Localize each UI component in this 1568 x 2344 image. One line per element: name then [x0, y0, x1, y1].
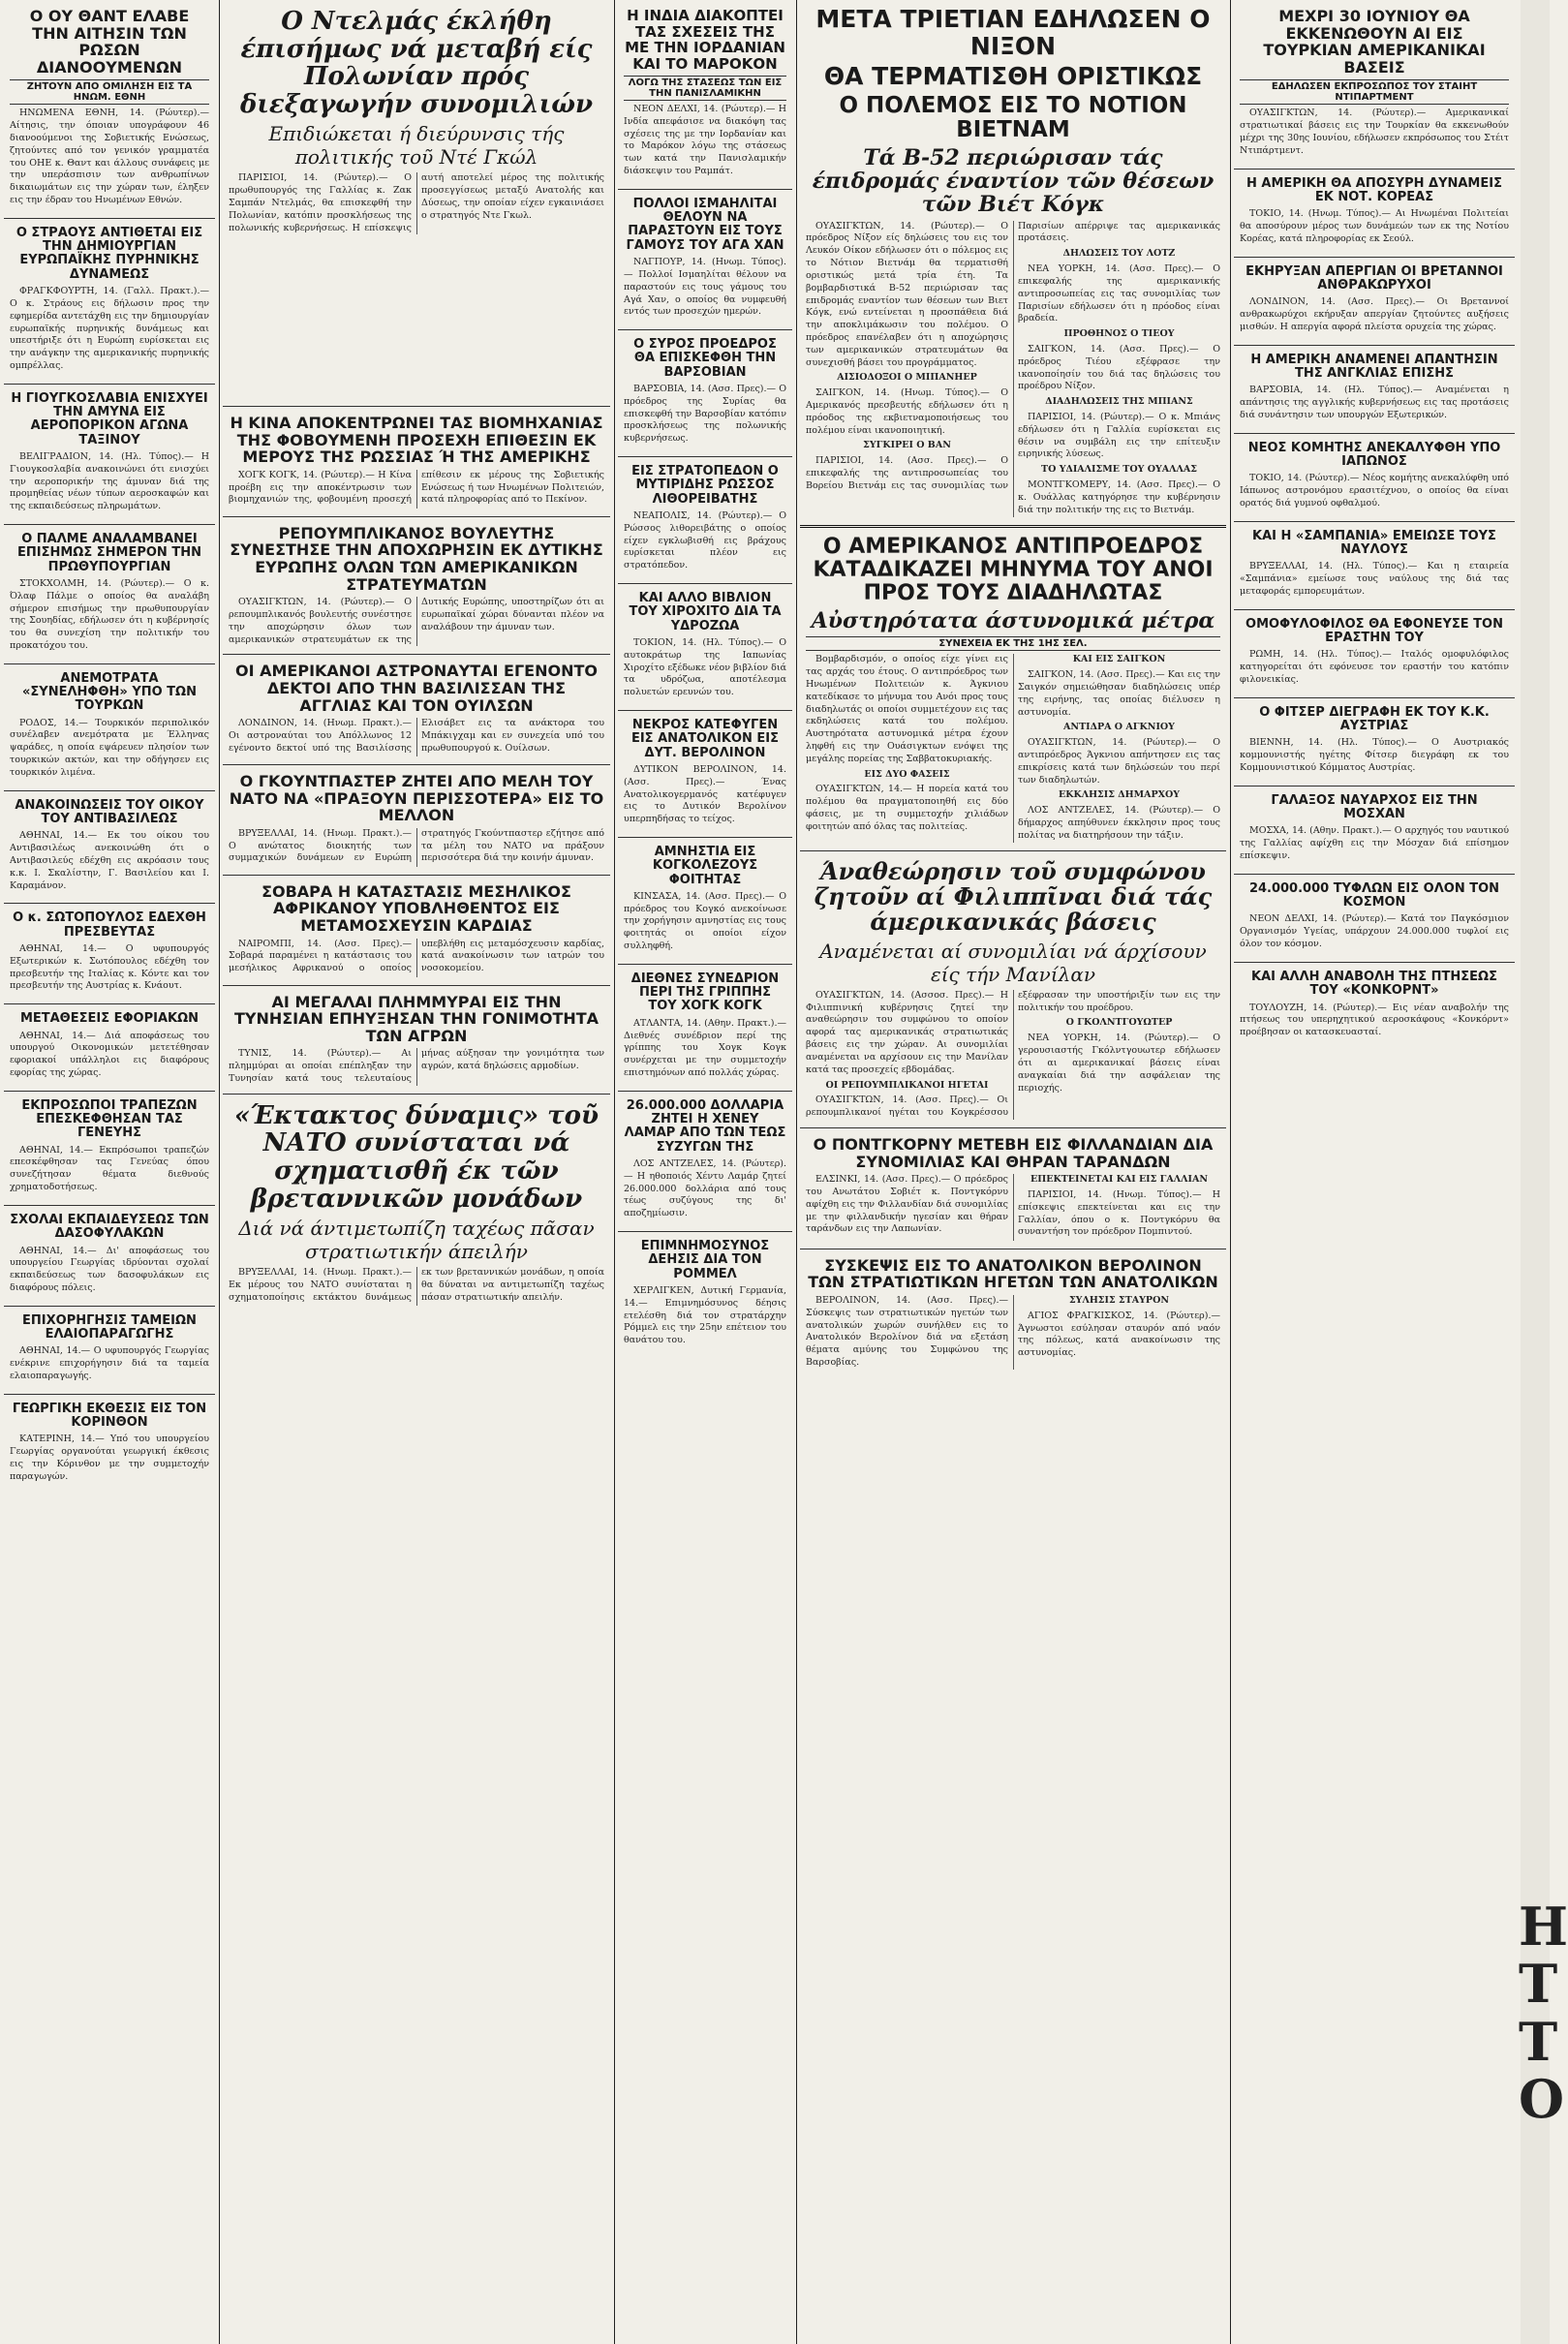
headline: Ο ΣΥΡΟΣ ΠΡΟΕΔΡΟΣ ΘΑ ΕΠΙΣΚΕΦΘΗ ΤΗΝ ΒΑΡΣΟΒΙΑΝ	[633, 337, 777, 380]
column-6	[1234, 0, 1515, 2344]
article	[223, 1095, 610, 1313]
main-news-area	[800, 0, 1226, 2344]
lead-body: ΟΥΑΣΙΓΚΤΩΝ, 14. (Ρώυτερ).— Ο πρόεδρος Νίξον είς δηλώσεις του εις τον Λευκόν Οίκον εδήλωσεν ότι ο πόλεμος εις το Νότιον Βιετνάμ θα τερματισθή οριστικώς μετά τρία έτη. Τα βομβαρδιστικά Β-52 περιώρισαν τας επιδρομάς εναντίον των θέσεων των Βιετ Κόγκ, ενώ εντείνεται η προσπάθεια διά την αποκλιμάκωσιν του πολέμου. Ο πρόεδρος επανέλαβεν ότι η αποχώρησις των αμερικανικών στρατευμάτων θα συνεχισθή βάσει του προγράμματος. ΑΙΣΙΟΔΟΞΟΙ Ο ΜΙΠΑΝΗΕΡ ΣΑΙΓΚΟΝ, 14. (Ηνωμ. Τύπος).— Ο Αμερικανός πρεσβευτής εδήλωσεν ότι η πρόοδος της εκβιετναμοποιήσεως του πολέμου είναι ικανοποιητική. ΣΥΓΚΙΡΕΙ Ο ΒΑΝ ΠΑΡΙΣΙΟΙ, 14. (Ασσ. Πρες).— Ο επικεφαλής της αντιπροσωπείας του Βορείου Βιετνάμ εις τας συνομιλίας των Παρισίων απέρριψε τας αμερικανικάς προτάσεις. ΔΗΛΩΣΕΙΣ ΤΟΥ ΛΟΤΖ ΝΕΑ ΥΟΡΚΗ, 14. (Ασσ. Πρες).— Ο επικεφαλής της αμερικανικής αντιπροσωπείας εις τας συνομιλίας των Παρισίων εδήλωσεν ότι η πρόοδος είναι βραδεία. ΠΡΟΘΗΝΟΣ Ο ΤΙΕΟΥ ΣΑΙΓΚΟΝ, 14. (Ασσ. Πρες).— Ο πρόεδρος Τιέου εξέφρασε την ικανοποίησίν του διά τας δηλώσεις του προέδρου Νίξον. ΔΙΑΔΗΛΩΣΕΙΣ ΤΗΣ ΜΠΙΑΝΣ ΠΑΡΙΣΙΟΙ, 14. (Ρώυτερ).— Ο κ. Μπιάνς εδήλωσεν ότι η Γαλλία ευρίσκεται εις θέσιν να συμβάλη εις την επίτευξιν ειρηνικής λύσεως. ΤΟ ΥΔΙΑΛΙΣΜΕ ΤΟΥ ΟΥΑΛΛΑΣ ΜΟΝΤΓΚΟΜΕΡΥ, 14. (Ασσ. Πρες).— Ο κ. Ουάλλας κατηγόρησε την κυβέρνησιν διά την πολιτικήν της εις το Βιετνάμ.	[806, 220, 1220, 515]
article-body: ΟΥΑΣΙΓΚΤΩΝ, 14. (Ασσοσ. Πρες).— Η Φιλιππινική κυβέρνησις ζητεί την αναθεώρησιν του συμφώνου το οποίον αφορά τας αμερικανικάς στρατιωτικάς βάσεις εις την χώραν. Αι συνομιλίαι αναμένεται να αρχίσουν εις την Μανίλαν κατά τας προσεχείς εβδομάδας. ΟΙ ΡΕΠΟΥΜΠΛΙΚΑΝΟΙ ΗΓΕΤΑΙ ΟΥΑΣΙΓΚΤΩΝ, 14. (Ασσ. Πρες).— Οι ρεπουμπλικανοί ηγέται του Κογκρέσσου εξέφρασαν την υποστήριξίν των εις την πολιτικήν του προέδρου. Ο ΓΚΟΛΝΤΓΟΥΩΤΕΡ ΝΕΑ ΥΟΡΚΗ, 14. (Ρώυτερ).— Ο γερουσιαστής Γκόλντγουωτερ εδήλωσεν ότι αι αμερικανικαί βάσεις είναι αναγκαίαι διά την ασφάλειαν της περιοχής.	[806, 989, 1220, 1119]
headline: Η ΙΝΔΙΑ ΔΙΑΚΟΠΤΕΙ ΤΑΣ ΣΧΕΣΕΙΣ ΤΗΣ ΜΕ ΤΗΝ ΙΟΡΔΑΝΙΑΝ ΚΑΙ ΤΟ ΜΑΡΟΚΟΝ	[625, 7, 785, 73]
article-body: Βομβαρδισμόν, ο οποίος είχε γίνει εις τας αρχάς του έτους. Ο αντιπρόεδρος των Ηνωμένων Πολιτειών κ. Άγκνιου κατεδίκασε το μήνυμα του Ανόι προς τους διαδηλωτάς οι οποίοι συμμετέχουν εις τας εκδηλώσεις κατά του πολέμου. Αυστηρότατα αστυνομικά μέτρα έχουν ληφθή εις την Ουάσιγκτων ενόψει της μεγάλης πορείας της Σαββατοκυριακής. ΕΙΣ ΔΥΟ ΦΑΣΕΙΣ ΟΥΑΣΙΓΚΤΩΝ, 14.— Η πορεία κατά του πολέμου θα πραγματοποιηθή εις δύο φάσεις, με τη συμμετοχήν χιλιάδων φοιτητών από όλας τας πολιτείας. ΚΑΙ ΕΙΣ ΣΑΙΓΚΟΝ ΣΑΙΓΚΟΝ, 14. (Ασσ. Πρες).— Και εις την Σαιγκόν σημειώθησαν διαδηλώσεις υπέρ της ειρήνης, τας οποίας διέλυσεν η αστυνομία. ΑΝΤΙΔΡΑ Ο ΑΓΚΝΙΟΥ ΟΥΑΣΙΓΚΤΩΝ, 14. (Ρώυτερ).— Ο αντιπρόεδρος Άγκνιου απήντησεν εις τας επικρίσεις κατά των δηλώσεών του περί των διαδηλωτών. ΕΚΚΛΗΣΙΣ ΔΗΜΑΡΧΟΥ ΛΟΣ ΑΝΤΖΕΛΕΣ, 14. (Ρώυτερ).— Ο δήμαρχος απηύθυνεν έκκλησιν προς τους πολίτας να διατηρήσουν την τάξιν.	[806, 654, 1220, 841]
article-body: ΔΥΤΙΚΟΝ ΒΕΡΟΛΙΝΟΝ, 14. (Ασσ. Πρες).— Ένας Ανατολικογερμανός κατέφυγεν εις το Δυτικόν Βερολίνον υπερπηδήσας το τείχος.	[624, 763, 786, 825]
article	[4, 1307, 215, 1395]
article-body: ΟΥΑΣΙΓΚΤΩΝ, 14. (Ρώυτερ).— Ο ρεπουμπλικανός βουλευτής συνέστησε την αποχώρησιν όλων των αμερικανικών στρατευμάτων εκ της Δυτικής Ευρώπης, υποστηρίζων ότι αι ευρωπαϊκαί χώραι δύνανται πλέον να αναλάβουν την άμυναν των.	[229, 597, 604, 645]
article-body: ΑΘΗΝΑΙ, 14.— Εκπρόσωποι τραπεζών επεσκέφθησαν τας Γενεύας όπου συνεζήτησαν θέματα διεθνούς χρηματοδοτήσεως.	[10, 1144, 209, 1193]
column-rule	[796, 0, 797, 2344]
article	[1234, 0, 1515, 170]
article-body: ΟΥΑΣΙΓΚΤΩΝ, 14. (Ρώυτερ).— Αμερικανικαί στρατιωτικαί βάσεις εις την Τουρκίαν θα εκκενωθούν μέχρι της 30ης Ιουνίου, εδήλωσεν εκπρόσωπος του Στέιτ Ντιπάρτμεντ.	[1240, 108, 1509, 156]
article-body: ΤΟΥΛΟΥΖΗ, 14. (Ρώυτερ).— Εις νέαν αναβολήν της πτήσεως του υπερηχητικού αεροσκάφους «Κονκόρντ» προέβησαν οι κατασκευασταί.	[1240, 1002, 1509, 1038]
headline: Ο ΣΤΡΑΟΥΣ ΑΝΤΙΘΕΤΑΙ ΕΙΣ ΤΗΝ ΔΗΜΙΟΥΡΓΙΑΝ ΕΥΡΩΠΑΪΚΗΣ ΠΥΡΗΝΙΚΗΣ ΔΥΝΑΜΕΩΣ	[15, 225, 203, 282]
article	[1234, 170, 1515, 258]
headline: Ο ΟΥ ΘΑΝΤ ΕΛΑΒΕ ΤΗΝ ΑΙΤΗΣΙΝ ΤΩΝ ΡΩΣΩΝ ΔΙΑΝΟΟΥΜΕΝΩΝ	[29, 7, 190, 77]
article-body: ΛΟΝΔΙΝΟΝ, 14. (Ηνωμ. Πρακτ.).— Οι αστροναύται του Απόλλωνος 12 εγένοντο δεκτοί υπό της Βασιλίσσης Ελισάβετ εις τα ανάκτορα του Μπάκιγχαμ και εν συνεχεία υπό του πρωθυπουργού κ. Ουίλσων.	[229, 718, 604, 754]
article-body: ΒΡΥΞΕΛΛΑΙ, 14. (Ηλ. Τύπος).— Και η εταιρεία «Σαμπάνια» εμείωσε τους ναύλους της διά τας μεταφοράς εμπορευμάτων.	[1240, 561, 1509, 597]
article	[4, 385, 215, 525]
article	[800, 1128, 1226, 1249]
article-body: ΡΩΜΗ, 14. (Ηλ. Τύπος).— Ιταλός ομοφυλόφιλος κατηγορείται ότι εφόνευσε τον εραστήν του κατόπιν φιλονεικίας.	[1240, 649, 1509, 685]
kicker: ΛΟΓΩ ΤΗΣ ΣΤΑΣΕΩΣ ΤΩΝ ΕΙΣ ΤΗΝ ΠΑΝΙΣΛΑΜΙΚΗΝ	[624, 76, 786, 101]
headline: ΓΕΩΡΓΙΚΗ ΕΚΘΕΣΙΣ ΕΙΣ ΤΟΝ ΚΟΡΙΝΘΟΝ	[12, 1401, 207, 1431]
article-body: ΒΑΡΣΟΒΙΑ, 14. (Ηλ. Τύπος).— Αναμένεται η απάντησις της αγγλικής κυβερνήσεως εις τας προτάσεις διά συνάντησιν των υπουργών Εξωτερικών.	[1240, 385, 1509, 420]
headline: ΝΕΚΡΟΣ ΚΑΤΕΦΥΓΕΝ ΕΙΣ ΑΝΑΤΟΛΙΚΟΝ ΕΙΣ ΔΥΤ. ΒΕΡΟΛΙΝΟΝ	[630, 717, 780, 760]
article-body: ΣΤΟΚΧΟΛΜΗ, 14. (Ρώυτερ).— Ο κ. Όλαφ Πάλμε ο οποίος θα αναλάβη σήμερον επισήμως την πρωθυπουργίαν της Σουηδίας, εδήλωσεν ότι η κυβέρνησίς του θα συνεχίση την πολιτικήν του προκατόχου του.	[10, 577, 209, 651]
column-rule	[1230, 0, 1231, 2344]
subheadline: Διά νά άντιμετωπίζη ταχέως πᾶσαν στρατιωτικήν άπειλήν	[238, 1217, 595, 1264]
headline: Η ΚΙΝΑ ΑΠΟΚΕΝΤΡΩΝΕΙ ΤΑΣ ΒΙΟΜΗΧΑΝΙΑΣ ΤΗΣ ΦΟΒΟΥΜΕΝΗ ΠΡΟΣΕΧΗ ΕΠΙΘΕΣΙΝ ΕΚ ΜΕΡΟΥΣ ΤΗΣ ΡΩΣΣΙΑΣ Ή ΤΗΣ ΑΜΕΡΙΚΗΣ	[230, 414, 603, 467]
article	[4, 1092, 215, 1206]
article	[223, 876, 610, 986]
article-body: ΒΙΕΝΝΗ, 14. (Ηλ. Τύπος).— Ο Αυστριακός κομμουνιστής ηγέτης Φίτσερ διεγράφη εκ του Κομμουνιστικού Κόμματος Αυστρίας.	[1240, 737, 1509, 774]
article	[618, 584, 792, 711]
article-body: ΡΟΔΟΣ, 14.— Τουρκικόν περιπολικόν συνέλαβεν ανεμότρατα με Έλληνας ψαράδες, η οποία εψάρευεν πλησίον των τουρκικών ακτών, και την οδήγησεν εις τουρκικόν λιμένα.	[10, 717, 209, 778]
headline: ΕΚΗΡΥΞΑΝ ΑΠΕΡΓΙΑΝ ΟΙ ΒΡΕΤΑΝΝΟΙ ΑΝΘΡΑΚΩΡΥΧΟΙ	[1245, 263, 1503, 293]
headline: ΣΧΟΛΑΙ ΕΚΠΑΙΔΕΥΣΕΩΣ ΤΩΝ ΔΑΣΟΦΥΛΑΚΩΝ	[10, 1212, 209, 1242]
article	[618, 1092, 792, 1232]
article	[1234, 346, 1515, 434]
headline: ΟΜΟΦΥΛΟΦΙΛΟΣ ΘΑ ΕΦΟΝΕΥΣΕ ΤΟΝ ΕΡΑΣΤΗΝ ΤΟΥ	[1245, 616, 1503, 646]
headline: ΕΙΣ ΣΤΡΑΤΟΠΕΔΟΝ Ο ΜΥΤΙΡΙΔΗΣ ΡΩΣΣΟΣ ΛΙΘΟΡΕΙΒΑΤΗΣ	[631, 464, 779, 507]
article-body: ΤΥΝΙΣ, 14. (Ρώυτερ).— Αι πλημμύραι αι οποίαι επέπληξαν την Τυνησίαν κατά τους τελευταίους μήνας αύξησαν την γονιμότητα των αγρών, κατά δηλώσεις αρμοδίων.	[229, 1048, 604, 1084]
article	[4, 1206, 215, 1307]
article-body: ΕΛΣΙΝΚΙ, 14. (Ασσ. Πρες).— Ο πρόεδρος του Ανωτάτου Σοβιέτ κ. Ποντγκόρνυ αφίχθη εις την Φιλλανδίαν διά συνομιλίας με την φιλλανδικήν ηγεσίαν και θήραν ταράνδων εις την Λαπωνίαν. ΕΠΕΚΤΕΙΝΕΤΑΙ ΚΑΙ ΕΙΣ ΓΑΛΛΙΑΝ ΠΑΡΙΣΙΟΙ, 14. (Ηνωμ. Τύπος).— Η επίσκεψις επεκτείνεται και εις την Γαλλίαν, όπου ο κ. Ποντγκόρνυ θα συναντήση τον πρόεδρον Πομπιντού.	[806, 1174, 1220, 1238]
article	[223, 407, 610, 517]
kicker: ΣΥΝΕΧΕΙΑ ΕΚ ΤΗΣ 1ΗΣ ΣΕΛ.	[806, 636, 1220, 651]
article-body: ΤΟΚΙΟ, 14. (Ηνωμ. Τύπος).— Αι Ηνωμέναι Πολιτείαι θα αποσύρουν μέρος των δυνάμεών των εκ της Νοτίου Κορέας, κατά πληροφορίας εκ Σεούλ.	[1240, 208, 1509, 244]
headline: ΚΑΙ Η «ΣΑΜΠΑΝΙΑ» ΕΜΕΙΩΣΕ ΤΟΥΣ ΝΑΥΛΟΥΣ	[1252, 528, 1496, 558]
column-2	[223, 0, 610, 2344]
article-body: ΠΑΡΙΣΙΟΙ, 14. (Ρώυτερ).— Ο πρωθυπουργός της Γαλλίας κ. Ζακ Σαμπάν Ντελμάς, θα επισκεφθή την Πολωνίαν, κατόπιν προσκλήσεως της πολωνικής κυβερνήσεως. Η επίσκεψις αυτή αποτελεί μέρος της πολιτικής προσεγγίσεως μεταξύ Ανατολής και Δύσεως, την οποίαν είχεν εγκαινιάσει ο στρατηγός Ντε Γκωλ.	[229, 172, 604, 233]
article-body: ΗΝΩΜΕΝΑ ΕΘΝΗ, 14. (Ρώυτερ).— Αίτησις, την όποιαν υπογράφουν 46 διανοούμενοι της Σοβιετικής Ενώσεως, ζητούντες από τον γενικόν γραμματέα του ΟΗΕ κ. Θαντ και άλλους συνάφεις με την υπεράσπισιν των ανθρωπίνων δικαιωμάτων εις την χώραν των, έληξεν εις την έδραν του Ηνωμένων Εθνών.	[10, 108, 209, 206]
headline: Η ΓΙΟΥΓΚΟΣΛΑΒΙΑ ΕΝΙΣΧΥΕΙ ΤΗΝ ΑΜΥΝΑ ΕΙΣ ΑΕΡΟΠΟΡΙΚΟΝ ΑΓΩΝΑ ΤΑΞΙΝΟΥ	[11, 390, 208, 447]
article	[618, 838, 792, 965]
headline: Ο Ντελμάς έκλήθη έπισήμως νά μεταβή είς Πολωνίαν πρός διεξαγωγήν συνομιλιών	[239, 7, 594, 119]
article-body: ΚΑΤΕΡΙΝΗ, 14.— Υπό του υπουργείου Γεωργίας οργανούται γεωργική έκθεσις εις την Κόρινθον με την συμμετοχήν παραγωγών.	[10, 1434, 209, 1482]
headline: «Έκτακτος δύναμις» τοῦ ΝΑΤΟ συνίσταται νά σχηματισθῆ έκ τῶν βρεταννικῶν μονάδων	[233, 1100, 600, 1214]
headline: Ο ΠΑΛΜΕ ΑΝΑΛΑΜΒΑΝΕΙ ΕΠΙΣΗΜΩΣ ΣΗΜΕΡΟΝ ΤΗΝ ΠΡΩΘΥΠΟΥΡΓΙΑΝ	[17, 532, 201, 574]
article	[618, 330, 792, 457]
article	[800, 528, 1226, 851]
headline: ΟΙ ΑΜΕΡΙΚΑΝΟΙ ΑΣΤΡΟΝΑΥΤΑΙ ΕΓΕΝΟΝΤΟ ΔΕΚΤΟΙ ΑΠΟ ΤΗΝ ΒΑΣΙΛΙΣΣΑΝ ΤΗΣ ΑΓΓΛΙΑΣ ΚΑΙ ΤΟΝ ΟΥΙΛΣΩΝ	[234, 662, 599, 715]
article-body: ΑΘΗΝΑΙ, 14.— Δι' αποφάσεως του υπουργείου Γεωργίας ιδρύονται σχολαί εκπαιδεύσεως των δασοφυλάκων εις διαφόρους πόλεις.	[10, 1245, 209, 1293]
headline: ΑΝΑΚΟΙΝΩΣΕΙΣ ΤΟΥ ΟΙΚΟΥ ΤΟΥ ΑΝΤΙΒΑΣΙΛΕΩΣ	[15, 797, 204, 827]
article-body: ΑΘΗΝΑΙ, 14.— Ο υφυπουργός Γεωργίας ενέκρινε επιχορήγησιν διά τα ταμεία ελαιοπαραγωγής.	[10, 1345, 209, 1381]
article	[1234, 963, 1515, 1050]
article-body: ΒΕΛΙΓΡΑΔΙΟΝ, 14. (Ηλ. Τύπος).— Η Γιουγκοσλαβία ανακοινώνει ότι ενισχύει την αεροπορικήν της άμυναν διά της προμηθείας νέων τύπων αεροσκαφών και της εκπαιδεύσεως πληρωμάτων.	[10, 450, 209, 512]
article-body: ΛΟΝΔΙΝΟΝ, 14. (Ασσ. Πρες).— Οι Βρεταννοί ανθρακωρύχοι εκήρυξαν απεργίαν ζητούντες αυξήσεις μισθών. Η απεργία αφορά πλείστα ορυχεία της χώρας.	[1240, 296, 1509, 332]
article-body: ΑΘΗΝΑΙ, 14.— Διά αποφάσεως του υπουργού Οικονομικών μετετέθησαν εφοριακοί υπάλληλοι εις διαφόρους εφορίας της χώρας.	[10, 1030, 209, 1078]
article	[223, 0, 610, 407]
article	[4, 0, 215, 219]
headline: 26.000.000 ΔΟΛΛΑΡΙΑ ΖΗΤΕΙ Η ΧΕΝΕΥ ΛΑΜΑΡ ΑΠΟ ΤΩΝ ΤΕΩΣ ΣΥΖΥΓΩΝ ΤΗΣ	[624, 1097, 786, 1155]
headline: ΣΥΣΚΕΨΙΣ ΕΙΣ ΤΟ ΑΝΑΤΟΛΙΚΟΝ ΒΕΡΟΛΙΝΟΝ ΤΩΝ ΣΤΡΑΤΙΩΤΙΚΩΝ ΗΓΕΤΩΝ ΤΩΝ ΑΝΑΤΟΛΙΚΩΝ	[808, 1255, 1218, 1292]
article-body: ΝΕΟΝ ΔΕΛΧΙ, 14. (Ρώυτερ).— Η Ινδία απεφάσισε να διακόψη τας σχέσεις της με την Ιορδανίαν και το Μαρόκον λόγω της στάσεως των κατά την Πανισλαμικήν διάσκεψιν του Ραμπάτ.	[624, 104, 786, 177]
article	[4, 219, 215, 385]
column-3	[618, 0, 792, 2344]
article-body: ΧΟΓΚ ΚΟΓΚ, 14. (Ρώυτερ).— Η Κίνα προέβη εις την αποκέντρωσιν των βιομηχανιών της, φοβουμένη προσεχή επίθεσιν εκ μέρους της Σοβιετικής Ενώσεως ή των Ηνωμένων Πολιτειών, κατά πληροφορίας από το Πεκίνον.	[229, 469, 604, 506]
article	[1234, 875, 1515, 963]
headline: ΓΑΛΑΞΟΣ ΝΑΥΑΡΧΟΣ ΕΙΣ ΤΗΝ ΜΟΣΧΑΝ	[1271, 792, 1478, 822]
article	[618, 1232, 792, 1358]
column-1	[4, 0, 215, 2344]
article	[1234, 434, 1515, 522]
headline: ΚΑΙ ΑΛΛΗ ΑΝΑΒΟΛΗ ΤΗΣ ΠΤΗΣΕΩΣ ΤΟΥ «ΚΟΝΚΟΡΝΤ»	[1251, 969, 1497, 999]
subheadline: Επιδιώκεται ή διεύρυνσις τής πολιτικής τοῦ Ντέ Γκώλ	[268, 122, 565, 170]
column-rule	[614, 0, 615, 2344]
article	[4, 525, 215, 664]
lead-headline-line-2: ΘΑ ΤΕΡΜΑΤΙΣΘΗ ΟΡΙΣΤΙΚΩΣ	[823, 62, 1203, 90]
adjacent-page-fragment: Η Τ ΤΟ	[1519, 1896, 1568, 2131]
headline: Ο ΑΜΕΡΙΚΑΝΟΣ ΑΝΤΙΠΡΟΕΔΡΟΣ ΚΑΤΑΔΙΚΑΖΕΙ ΜΗΝΥΜΑ ΤΟΥ ΑΝΟΙ ΠΡΟΣ ΤΟΥΣ ΔΙΑΔΗΛΩΤΑΣ	[813, 534, 1214, 605]
article	[4, 904, 215, 1004]
article	[1234, 786, 1515, 875]
lead-headline-line-3: Ο ΠΟΛΕΜΟΣ ΕΙΣ ΤΟ ΝΟΤΙΟΝ ΒΙΕΤΝΑΜ	[839, 92, 1187, 142]
headline: ΡΕΠΟΥΜΠΛΙΚΑΝΟΣ ΒΟΥΛΕΥΤΗΣ ΣΥΝΕΣΤΗΣΕ ΤΗΝ ΑΠΟΧΩΡΗΣΙΝ ΕΚ ΔΥΤΙΚΗΣ ΕΥΡΩΠΗΣ ΟΛΩΝ ΤΩΝ ΑΜΕΡΙΚΑΝΙΚΩΝ ΣΤΡΑΤΕΥΜΑΤΩΝ	[230, 523, 603, 594]
article	[618, 190, 792, 330]
article-body: ΑΤΛΑΝΤΑ, 14. (Αθην. Πρακτ.).— Διεθνές συνέδριον περί της γρίππης του Χογκ Κογκ συνέρχεται με την συμμετοχήν επιστημόνων από πολλάς χώρας.	[624, 1017, 786, 1079]
headline: ΜΕΧΡΙ 30 ΙΟΥΝΙΟΥ ΘΑ ΕΚΚΕΝΩΘΟΥΝ ΑΙ ΕΙΣ ΤΟΥΡΚΙΑΝ ΑΜΕΡΙΚΑΝΙΚΑΙ ΒΑΣΕΙΣ	[1263, 7, 1486, 77]
headline: Η ΑΜΕΡΙΚΗ ΘΑ ΑΠΟΣΥΡΗ ΔΥΝΑΜΕΙΣ ΕΚ ΝΟΤ. ΚΟΡΕΑΣ	[1246, 175, 1502, 204]
article-body: ΦΡΑΓΚΦΟΥΡΤΗ, 14. (Γαλλ. Πρακτ.).— Ο κ. Στράους εις δήλωσιν προς την εφημερίδα αντετάχθη εις την δημιουργίαν ευρωπαϊκής πυρηνικής δυνάμεως και υπεστήριξε ότι η Ευρώπη ευρίσκεται εις την ανάγκην της αμερικανικής πυρηνικής ομπρέλλας.	[10, 286, 209, 371]
article	[1234, 522, 1515, 610]
headline: Ο ΓΚΟΥΝΤΠΑΣΤΕΡ ΖΗΤΕΙ ΑΠΟ ΜΕΛΗ ΤΟΥ ΝΑΤΟ ΝΑ «ΠΡΑΞΟΥΝ ΠΕΡΙΣΣΟΤΕΡΑ» ΕΙΣ ΤΟ ΜΕΛΛΟΝ	[229, 772, 604, 825]
headline: ΔΙΕΘΝΕΣ ΣΥΝΕΔΡΙΟΝ ΠΕΡΙ ΤΗΣ ΓΡΙΠΠΗΣ ΤΟΥ ΧΟΓΚ ΚΟΓΚ	[630, 971, 780, 1014]
headline: Ο κ. ΣΩΤΟΠΟΥΛΟΣ ΕΔΕΧΘΗ ΠΡΕΣΒΕΥΤΑΣ	[13, 910, 206, 940]
headline: ΑΜΝΗΣΤΙΑ ΕΙΣ ΚΟΓΚΟΛΕΖΟΥΣ ΦΟΙΤΗΤΑΣ	[652, 844, 758, 887]
lead-article	[800, 0, 1226, 528]
headline: ΝΕΟΣ ΚΟΜΗΤΗΣ ΑΝΕΚΑΛΥΦΘΗ ΥΠΟ ΙΑΠΩΝΟΣ	[1247, 440, 1501, 470]
headline: Η ΑΜΕΡΙΚΗ ΑΝΑΜΕΝΕΙ ΑΠΑΝΤΗΣΙΝ ΤΗΣ ΑΝΓΚΛΙΑΣ ΕΠΙΣΗΣ	[1250, 352, 1498, 381]
article-body: ΒΕΡΟΛΙΝΟΝ, 14. (Ασσ. Πρες).— Σύσκεψις των στρατιωτικών ηγετών των ανατολικών χωρών συνήλθεν εις το Ανατολικόν Βερολίνον διά να εξετάση θέματα αμύνης του Συμφώνου της Βαρσοβίας. ΣΥΛΗΣΙΣ ΣΤΑΥΡΟΝ ΑΓΙΟΣ ΦΡΑΓΚΙΣΚΟΣ, 14. (Ρώυτερ).— Άγνωστοι εσύλησαν σταυρόν από ναόν της πόλεως, κατά ανακοίνωσιν της αστυνομίας.	[806, 1294, 1220, 1368]
article-body: ΜΟΣΧΑ, 14. (Αθην. Πρακτ.).— Ο αρχηγός του ναυτικού της Γαλλίας αφίχθη εις την Μόσχαν διά επίσημον επίσκεψιν.	[1240, 825, 1509, 862]
headline: 24.000.000 ΤΥΦΛΩΝ ΕΙΣ ΟΛΟΝ ΤΟΝ ΚΟΣΜΟΝ	[1248, 880, 1500, 910]
headline: ΚΑΙ ΑΛΛΟ ΒΙΒΛΙΟΝ ΤΟΥ ΧΙΡΟΧΙΤΟ ΔΙΑ ΤΑ ΥΔΡΟΖΩΑ	[629, 591, 782, 633]
article	[223, 655, 610, 765]
article	[4, 791, 215, 905]
headline: ΕΚΠΡΟΣΩΠΟΙ ΤΡΑΠΕΖΩΝ ΕΠΕΣΚΕΦΘΗΣΑΝ ΤΑΣ ΓΕΝΕΥΗΣ	[21, 1097, 198, 1141]
article	[618, 457, 792, 584]
article	[1234, 698, 1515, 786]
headline: ΠΟΛΛΟΙ ΙΣΜΑΗΛΙΤΑΙ ΘΕΛΟΥΝ ΝΑ ΠΑΡΑΣΤΟΥΝ ΕΙΣ ΤΟΥΣ ΓΑΜΟΥΣ ΤΟΥ ΑΓΑ ΧΑΝ	[626, 196, 784, 253]
article	[223, 517, 610, 656]
article-body: ΤΟΚΙΟΝ, 14. (Ηλ. Τύπος).— Ο αυτοκράτωρ της Ιαπωνίας Χιροχίτο εξέδωκε νέον βιβλίον διά τα υδρόζωα, αποτέλεσμα πολυετών ερευνών του.	[624, 636, 786, 698]
headline: ΣΟΒΑΡΑ Η ΚΑΤΑΣΤΑΣΙΣ ΜΕΣΗΛΙΚΟΣ ΑΦΡΙΚΑΝΟΥ ΥΠΟΒΛΗΘΕΝΤΟΣ ΕΙΣ ΜΕΤΑΜΟΣΧΕΥΣΙΝ ΚΑΡΔΙΑΣ	[261, 881, 571, 935]
lead-subheadline: Τά Β-52 περιώρισαν τάς έπιδρομάς έναντίον τῶν θέσεων τῶν Βιέτ Κόγκ	[812, 145, 1214, 218]
article-body: ΝΑΙΡΟΜΠΙ, 14. (Ασσ. Πρες).— Σοβαρά παραμένει η κατάστασις του μεσήλικος Αφρικανού ο οποίος υπεβλήθη εις μεταμόσχευσιν καρδίας, κατά ανακοίνωσιν των ιατρών του νοσοκομείου.	[229, 938, 604, 974]
article	[223, 765, 610, 876]
article-body: ΒΑΡΣΟΒΙΑ, 14. (Ασσ. Πρες).— Ο πρόεδρος της Συρίας θα επισκεφθή την Βαρσοβίαν κατόπιν προσκλήσεως της πολωνικής κυβερνήσεως.	[624, 384, 786, 445]
article	[4, 1004, 215, 1092]
article-body: ΒΡΥΞΕΛΛΑΙ, 14. (Ηνωμ. Πρακτ.).— Εκ μέρους του ΝΑΤΟ συνίσταται η σχηματοποίησις εκτάκτου δυνάμεως εκ των βρεταννικών μονάδων, η οποία θα δύναται να αντιμετωπίζη ταχέως πάσαν στρατιωτικήν απειλήν.	[229, 1267, 604, 1303]
headline: ΕΠΙΧΟΡΗΓΗΣΙΣ ΤΑΜΕΙΩΝ ΕΛΑΙΟΠΑΡΑΓΩΓΗΣ	[22, 1312, 197, 1342]
article	[4, 664, 215, 791]
headline: ΑΝΕΜΟΤΡΑΤΑ «ΣΥΝΕΛΗΦΘΗ» ΥΠΟ ΤΩΝ ΤΟΥΡΚΩΝ	[22, 670, 197, 714]
article-body: ΚΙΝΣΑΣΑ, 14. (Ασσ. Πρες).— Ο πρόεδρος του Κογκό ανεκοίνωσε την χορήγησιν αμνηστίας εις τους φοιτητάς οι οποίοι είχον συλληφθή.	[624, 890, 786, 952]
article-body: ΝΑΓΠΟΥΡ, 14. (Ηνωμ. Τύπος).— Πολλοί Ισμαηλίται θέλουν να παραστούν εις τους γάμους του Αγά Χαν, ο οποίος θα νυμφευθή εντός των προσεχών ημερών.	[624, 257, 786, 318]
article-body: ΝΕΑΠΟΛΙΣ, 14. (Ρώυτερ).— Ο Ρώσσος λιθορειβάτης ο οποίος είχεν εγκλωβισθή εις βράχους ευρίσκεται πλέον εις στρατόπεδον.	[624, 509, 786, 571]
article-body: ΑΘΗΝΑΙ, 14.— Εκ του οίκου του Αντιβασιλέως ανεκοινώθη ότι ο Αντιβασιλεύς εδέχθη εις ακρόασιν τους κ.κ. Ι. Σκαλίστην, Γ. Βασιλείου και Ι. Καραμάνον.	[10, 830, 209, 891]
article-body: ΝΕΟΝ ΔΕΛΧΙ, 14. (Ρώυτερ).— Κατά τον Παγκόσμιον Οργανισμόν Υγείας, υπάρχουν 24.000.000 τυφλοί εις όλον τον κόσμον.	[1240, 913, 1509, 950]
article	[223, 986, 610, 1095]
article	[1234, 258, 1515, 346]
article	[1234, 610, 1515, 698]
headline: ΑΙ ΜΕΓΑΛΑΙ ΠΛΗΜΜΥΡΑΙ ΕΙΣ ΤΗΝ ΤΥΝΗΣΙΑΝ ΕΠΗΥΞΗΣΑΝ ΤΗΝ ΓΟΝΙΜΟΤΗΤΑ ΤΩΝ ΑΓΡΩΝ	[233, 992, 600, 1045]
article	[800, 851, 1226, 1128]
column-rule	[219, 0, 220, 2344]
article-body: ΤΟΚΙΟ, 14. (Ρώυτερ).— Νέος κομήτης ανεκαλύφθη υπό Ιάπωνος αστρονόμου ερασιτέχνου, ο οποίος θα είναι ορατός διά γυμνού οφθαλμού.	[1240, 473, 1509, 509]
article	[618, 0, 792, 190]
article	[618, 711, 792, 838]
article-body: ΒΡΥΞΕΛΛΑΙ, 14. (Ηνωμ. Πρακτ.).— Ο ανώτατος διοικητής των συμμαχικών δυνάμεων εν Ευρώπη στρατηγός Γκούντπαστερ εζήτησε από τα μέλη του ΝΑΤΟ να πράξουν περισσότερα διά την κοινήν άμυναν.	[229, 827, 604, 864]
article	[618, 965, 792, 1092]
article-body: ΧΕΡΛΙΓΚΕΝ, Δυτική Γερμανία, 14.— Επιμνημόσυνος δέησις ετελέσθη διά τον στρατάρχην Ρόμμελ εις την 25ην επέτειον του θανάτου του.	[624, 1284, 786, 1346]
kicker: ΕΔΗΛΩΣΕΝ ΕΚΠΡΟΣΩΠΟΣ ΤΟΥ ΣΤΑΙΗΤ ΝΤΙΠΑΡΤΜΕΝΤ	[1240, 79, 1509, 105]
article	[4, 1395, 215, 1495]
headline: Ο ΠΟΝΤΓΚΟΡΝΥ ΜΕΤΕΒΗ ΕΙΣ ΦΙΛΛΑΝΔΙΑΝ ΔΙΑ ΣΥΝΟΜΙΛΙΑΣ ΚΑΙ ΘΗΡΑΝ ΤΑΡΑΝΔΩΝ	[813, 1134, 1214, 1171]
article-body: ΛΟΣ ΑΝΤΖΕΛΕΣ, 14. (Ρώυτερ).— Η ηθοποιός Χέντυ Λαμάρ ζητεί 26.000.000 δολλάρια από τους τέως συζύγους της δι' αποζημίωσιν.	[624, 1158, 786, 1219]
lead-headline-line-1: ΜΕΤΑ ΤΡΙΕΤΙΑΝ ΕΔΗΛΩΣΕΝ Ο ΝΙΞΟΝ	[815, 5, 1211, 60]
headline: Άναθεώρησιν τοῦ συμφώνου ζητοῦν αί Φιλιππῖναι διά τάς άμερικανικάς βάσεις	[814, 856, 1213, 937]
headline: ΜΕΤΑΘΕΣΕΙΣ ΕΦΟΡΙΑΚΩΝ	[19, 1011, 200, 1027]
article	[800, 1249, 1226, 1377]
article-body: ΑΘΗΝΑΙ, 14.— Ο υφυπουργός Εξωτερικών κ. Σωτόπουλος εδέχθη τον πρεσβευτήν της Ιταλίας κ. Κόντε και τον πρεσβευτήν της Αυστρίας κ. Κνάουτ.	[10, 942, 209, 992]
headline: ΕΠΙΜΝΗΜΟΣΥΝΟΣ ΔΕΗΣΙΣ ΔΙΑ ΤΟΝ ΡΟΜΜΕΛ	[640, 1239, 770, 1281]
subheadline: Αὐστηρότατα άστυνομικά μέτρα	[811, 608, 1215, 634]
headline: Ο ΦΙΤΣΕΡ ΔΙΕΓΡΑΦΗ ΕΚ ΤΟΥ Κ.Κ. ΑΥΣΤΡΙΑΣ	[1259, 704, 1490, 734]
subheadline: Αναμένεται αί συνομιλίαι νά άρχίσουν είς τήν Μανίλαν	[819, 939, 1207, 986]
kicker: ΖΗΤΟΥΝ ΑΠΟ ΟΜΙΛΗΣΗ ΕΙΣ ΤΑ ΗΝΩΜ. ΕΘΝΗ	[10, 79, 209, 105]
